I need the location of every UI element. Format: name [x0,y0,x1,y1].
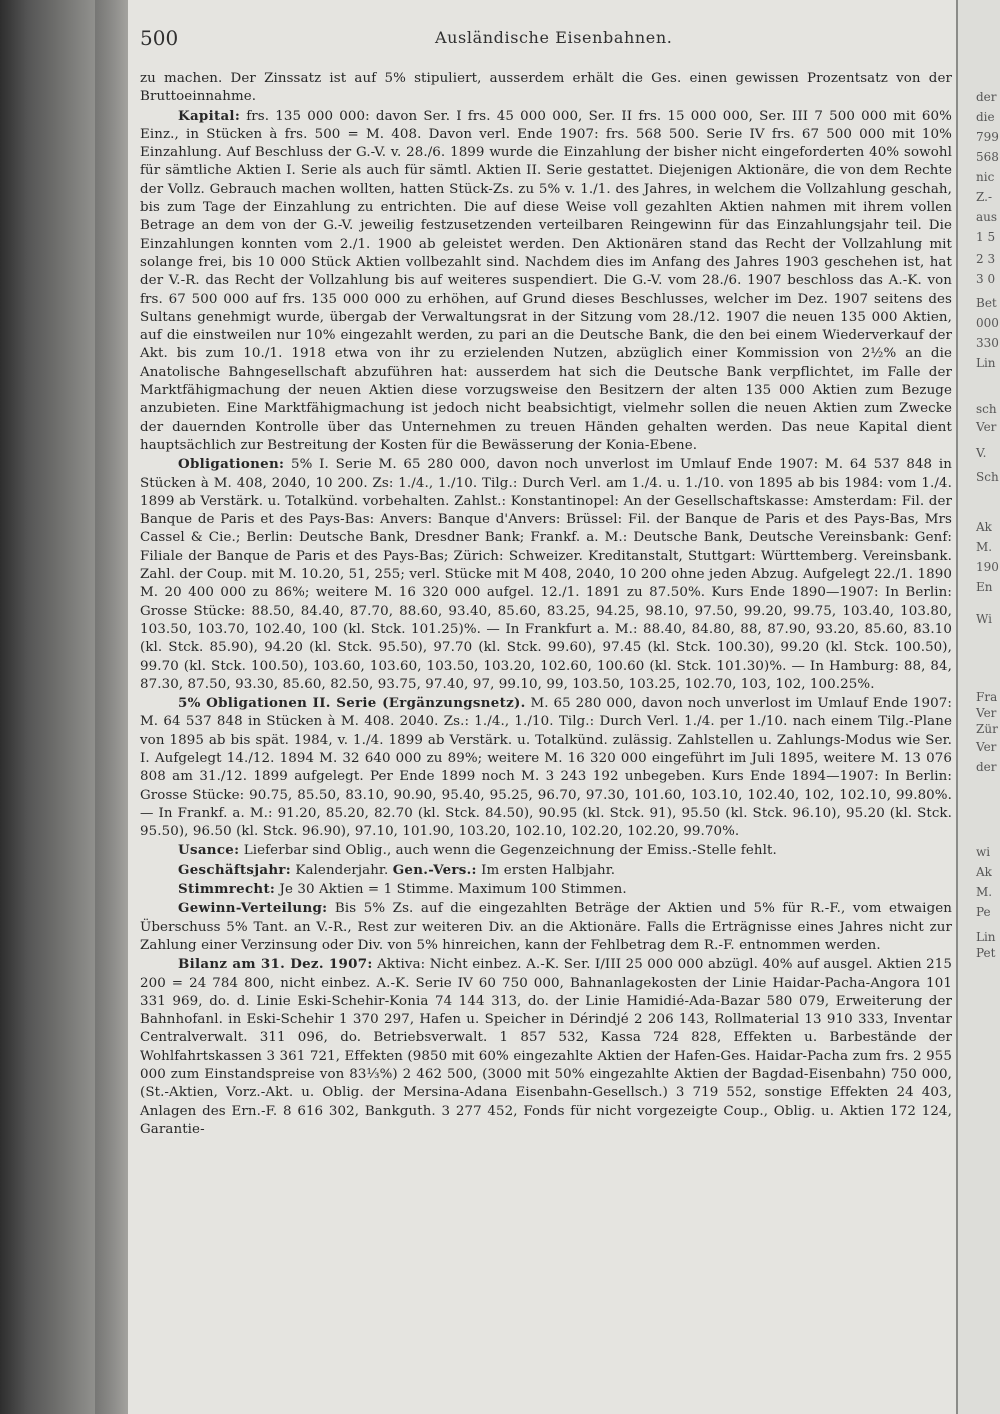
running-title: Ausländische Eisenbahnen. [435,28,673,47]
paragraph-text: Lieferbar sind Oblig., auch wenn die Gegenzeichnung der Emiss.-Stelle fehlt. [239,843,777,859]
adjacent-page-fragment: aus [976,210,998,224]
paragraph-obligationen [140,455,952,694]
adjacent-page-fragment: die [976,110,995,124]
paragraph-heading: Kapital: [178,107,241,124]
adjacent-page-edge [956,0,1000,1414]
adjacent-page-fragment: 330 [976,336,999,350]
paragraph-heading: Geschäftsjahr: [178,861,291,878]
paragraph-text: frs. 135 000 000: davon Ser. I frs. 45 000 000, Ser. II frs. 15 000 000, Ser. III 7 500 000 mit 60% Einz., in Stücken à frs. 500 = M. 408. Davon verl. Ende 1907: frs. 568 500. Serie IV frs. 67 500 000 mit 10% Einzahlung. Auf Beschluss der G.-V. v. 28./6. 1899 wurde die Einzahlung der bisher nicht eingeforderten 40% sowohl für sämtliche Aktien I. Serie als auch für sämtl. Aktien II. Serie gestattet. Diejenigen Aktionäre, die von dem Rechte der Vollz. Gebrauch machen wollten, hatten Stück-Zs. zu 5% v. 1./1. des Jahres, in welchem die Vollzahlung geschah, bis zum Tage der Einzahlung zu entrichten. Die auf diese Weise voll gezahlten Aktien nahmen mit ihrem vollen Betrage an dem von der G.-V. jeweilig festzusetzenden verteilbaren Reingewinn für das Einzahlungsjahr teil. Die Einzahlungen konnten vom 2./1. 1900 ab geleistet werden. Den Aktionären stand das Recht der Vollzahlung mit solange frei, bis 10 000 Stück Aktien vollbezahlt sind. Nachdem dies im Anfang des Jahres 1903 geschehen ist, hat der V.-R. das Recht der Vollzahlung bis auf weiteres suspendiert. Die G.-V. vom 28./6. 1907 beschloss das A.-K. von frs. 67 500 000 auf frs. 135 000 000 zu erhöhen, auf Grund dieses Beschlusses, welcher im Dez. 1907 seitens des Sultans genehmigt wurde, übergab der Verwaltungsrat in der Sitzung vom 28./12. 1907 die neuen 135 000 Aktien, auf die einstweilen nur 10% eingezahlt werden, zu pari an die Deutsche Bank, die den bei einem Wiederverkauf der Akt. bis zum 10./1. 1918 etwa von ihr zu erzielenden Nutzen, abzüglich einer Kommission von 2½% an die Anatolische Bahngesellschaft abzuführen hat: ausserdem hat sich die Deutsche Bank verpflichtet, im Falle der Marktfähigmachung der neuen Aktien diese vorzugsweise den Besitzern der alten 135 000 Aktien zum Bezuge anzubieten. Eine Marktfähigmachung ist jedoch nicht beabsichtigt, vielmehr sollen die neuen Aktien zum Zwecke der dauernden Kontrolle über das Unternehmen zu treuen Händen gehalten werden. Das neue Kapital dient hauptsächlich zur Bestreitung der Kosten für die Bewässerung der Konia-Ebene. [140,108,952,453]
paragraph-heading: Usance: [178,842,240,859]
paragraph-text: M. 65 280 000, davon noch unverlost im Umlauf Ende 1907: M. 64 537 848 in Stücken à M. 408. 2040. Zs.: 1./4., 1./10. Tilg.: Durch Verl. 1./4. per 1./10. nach einem Tilg.-Plane von 1895 ab bis spät. 1984, v. 1./4. 1899 ab Verstärk. u. Totalkünd. zulässig. Zahlstellen u. Zahlungs-Modus wie Ser. I. Aufgelegt 14./12. 1894 M. 32 640 000 zu 89%; weitere M. 16 320 000 eingeführt im Juli 1895, weitere M. 13 076 808 am 31./12. 1899 aufgelegt. Per Ende 1899 noch M. 3 243 192 unbegeben. Kurs Ende 1894—1907: In Berlin: Grosse Stücke: 90.75, 85.50, 83.10, 90.90, 95.40, 95.25, 96.70, 97.30, 101.60, 103.10, 102.40, 102, 102.10, 99.80%. — In Frankf. a. M.: 91.20, 85.20, 82.70 (kl. Stck. 84.50), 90.95 (kl. Stck. 91), 95.50 (kl. Stck. 96.10), 95.20 (kl. Stck. 95.50), 96.50 (kl. Stck. 96.90), 97.10, 101.90, 103.20, 102.10, 102.20, 102.20, 99.70%. [140,696,952,840]
adjacent-page-fragment: Z.- [976,190,992,204]
adjacent-page-fragment: sch [976,402,997,416]
adjacent-page-fragment: 3 0 [976,272,996,286]
adjacent-page-fragment: M. [976,540,993,554]
paragraph-heading: Obligationen: [178,456,285,473]
paragraph-usance [140,841,952,860]
paragraph-heading: Stimmrecht: [178,881,276,898]
adjacent-page-fragment: wi [976,845,991,859]
adjacent-page-fragment: Bet [976,296,997,310]
paragraph-heading: 5% Obligationen II. Serie (Ergänzungsnetz). [178,695,526,712]
paragraph-heading: Bilanz am 31. Dez. 1907: [178,956,373,973]
adjacent-page-fragment: Ak [976,865,992,879]
adjacent-page-fragment: der [976,90,997,104]
adjacent-page-fragment: 190 [976,560,999,574]
adjacent-page-fragment: Ver [976,706,997,720]
adjacent-page-fragment: der [976,760,997,774]
paragraph-intro [140,70,952,107]
adjacent-page-fragment: nic [976,170,995,184]
adjacent-page-fragment: 799 [976,130,999,144]
adjacent-page-fragment: 568 [976,150,999,164]
adjacent-page-fragment: Wi [976,612,992,626]
page-header [140,26,940,50]
adjacent-page-fragment: Lin [976,930,996,944]
adjacent-page-fragment: Zür [976,722,998,736]
adjacent-page-fragment: Sch [976,470,999,484]
adjacent-page-fragment: Ver [976,420,997,434]
paragraph-bilanz [140,955,952,1139]
adjacent-page-fragment: Pet [976,946,996,960]
paragraph-heading: Gewinn-Verteilung: [178,900,328,917]
paragraph-text: 5% I. Serie M. 65 280 000, davon noch unverlost im Umlauf Ende 1907: M. 64 537 848 in Stücken à M. 408, 2040, 10 200. Zs: 1./4., 1./10. Tilg.: Durch Verl. am 1./4. u. 1./10. von 1895 ab bis 1984: vom 1./4. 1899 ab Verstärk. u. Totalkünd. vorbehalten. Zahlst.: Konstantinopel: An der Gesellschaftskasse: Amsterdam: Fil. der Banque de Paris et des Pays-Bas: Anvers: Banque d'Anvers: Brüssel: Fil. der Banque de Paris et des Pays-Bas, Mrs Cassel & Cie.; Berlin: Deutsche Bank, Dresdner Bank; Frankf. a. M.: Deutsche Bank, Deutsche Vereinsbank: Genf: Filiale der Banque de Paris et des Pays-Bas; Zürich: Schweizer. Kreditanstalt, Stuttgart: Württemberg. Vereinsbank. Zahl. der Coup. mit M. 10.20, 51, 255; verl. Stücke mit M 408, 2040, 10 200 ohne jeden Abzug. Aufgelegt 22./1. 1890 M. 20 400 000 zu 86%; weitere M. 16 320 000 aufgel. 12./1. 1891 zu 87.50%. Kurs Ende 1890—1907: In Berlin: Grosse Stücke: 88.50, 84.40, 87.70, 88.60, 93.40, 85.60, 83.25, 94.25, 98.10, 97.50, 99.20, 99.75, 103.40, 103.80, 103.50, 103.70, 102.40, 100 (kl. Stck. 101.25)%. — In Frankfurt a. M.: 88.40, 84.80, 88, 87.90, 93.20, 85.60, 83.10 (kl. Stck. 85.90), 94.20 (kl. Stck. 95.50), 97.70 (kl. Stck. 99.60), 97.45 (kl. Stck. 100.30), 99.20 (kl. Stck. 100.50), 99.70 (kl. Stck. 100.50), 103.60, 103.60, 103.50, 103.20, 102.60, 100.60 (kl. Stck. 101.30)%. — In Hamburg: 88, 84, 87.30, 87.50, 93.30, 85.60, 82.50, 93.75, 97.40, 97, 99.10, 99, 103.50, 103.25, 102.70, 103, 102, 100.25%. [140,457,952,692]
adjacent-page-fragment: Pe [976,905,991,919]
adjacent-page-fragment: 000 [976,316,999,330]
body-text [140,70,952,1139]
adjacent-page-fragment: Ver [976,740,997,754]
paragraph-text-genvers: Im ersten Halbjahr. [476,862,616,878]
paragraph-geschaeftsjahr [140,861,952,880]
paragraph-text: zu machen. Der Zinssatz ist auf 5% stipuliert, ausserdem erhält die Ges. einen gewissen Prozentsatz von der Bruttoeinnahme. [140,71,952,105]
adjacent-page-fragment: Ak [976,520,992,534]
paragraph-obligationen-serie-2 [140,694,952,841]
adjacent-page-fragment: Fra [976,690,998,704]
paragraph-kapital [140,107,952,456]
paragraph-gewinn-verteilung [140,899,952,955]
paragraph-heading-genvers: Gen.-Vers.: [392,861,477,878]
paragraph-text: Kalenderjahr. [291,862,393,878]
book-page [128,0,956,1414]
paragraph-stimmrecht [140,880,952,899]
paragraph-text: Bis 5% Zs. auf die eingezahlten Beträge der Aktien und 5% für R.-F., vom etwaigen Überschuss 5% Tant. an V.-R., Rest zur weiteren Div. an die Aktionäre. Falls die Erträgnisse eines Jahres nicht zur Zahlung einer Verzinsung oder Div. von 5% hinreichen, kann der Fehlbetrag dem R.-F. entnommen werden. [140,901,952,953]
adjacent-page-fragment: V. [976,446,987,460]
adjacent-page-fragment: M. [976,885,993,899]
adjacent-page-fragment: Lin [976,356,996,370]
paragraph-text: Je 30 Aktien = 1 Stimme. Maximum 100 Stimmen. [275,882,627,898]
adjacent-page-fragment: En [976,580,993,594]
paragraph-text: Aktiva: Nicht einbez. A.-K. Ser. I/III 25 000 000 abzügl. 40% auf ausgel. Aktien 215 200 = 24 784 800, nicht einbez. A.-K. Serie IV 60 750 000, Bahnanlagekosten der Linie Haidar-Pacha-Angora 101 331 969, do. d. Linie Eski-Schehir-Konia 74 144 313, do. der Linie Hamidié-Ada-Bazar 580 079, Erweiterung der Bahnhofanl. in Eski-Schehir 1 370 297, Hafen u. Speicher in Dérindjé 2 206 143, Rollmaterial 13 910 333, Inventar Centralverwalt. 311 096, do. Betriebsverwalt. 1 857 532, Kassa 724 828, Effekten u. Barbestände der Wohlfahrtskassen 3 361 721, Effekten (9850 mit 60% eingezahlte Aktien der Hafen-Ges. Haidar-Pacha zum frs. 2 955 000 zum Einstandspreise von 83⅓%) 2 462 500, (3000 mit 50% eingezahlte Aktien der Bagdad-Eisenbahn) 750 000, (St.-Aktien, Vorz.-Akt. u. Oblig. der Mersina-Adana Eisenbahn-Gesellsch.) 3 719 552, sonstige Effekten 24 403, Anlagen des Ern.-F. 8 616 302, Bankguth. 3 277 452, Fonds für nicht vorgezeigte Coup., Oblig. u. Aktien 172 124, Garantie- [140,957,953,1137]
adjacent-page-fragment: 2 3 [976,252,996,266]
adjacent-page-fragment: 1 5 [976,230,996,244]
page-number: 500 [140,26,179,50]
